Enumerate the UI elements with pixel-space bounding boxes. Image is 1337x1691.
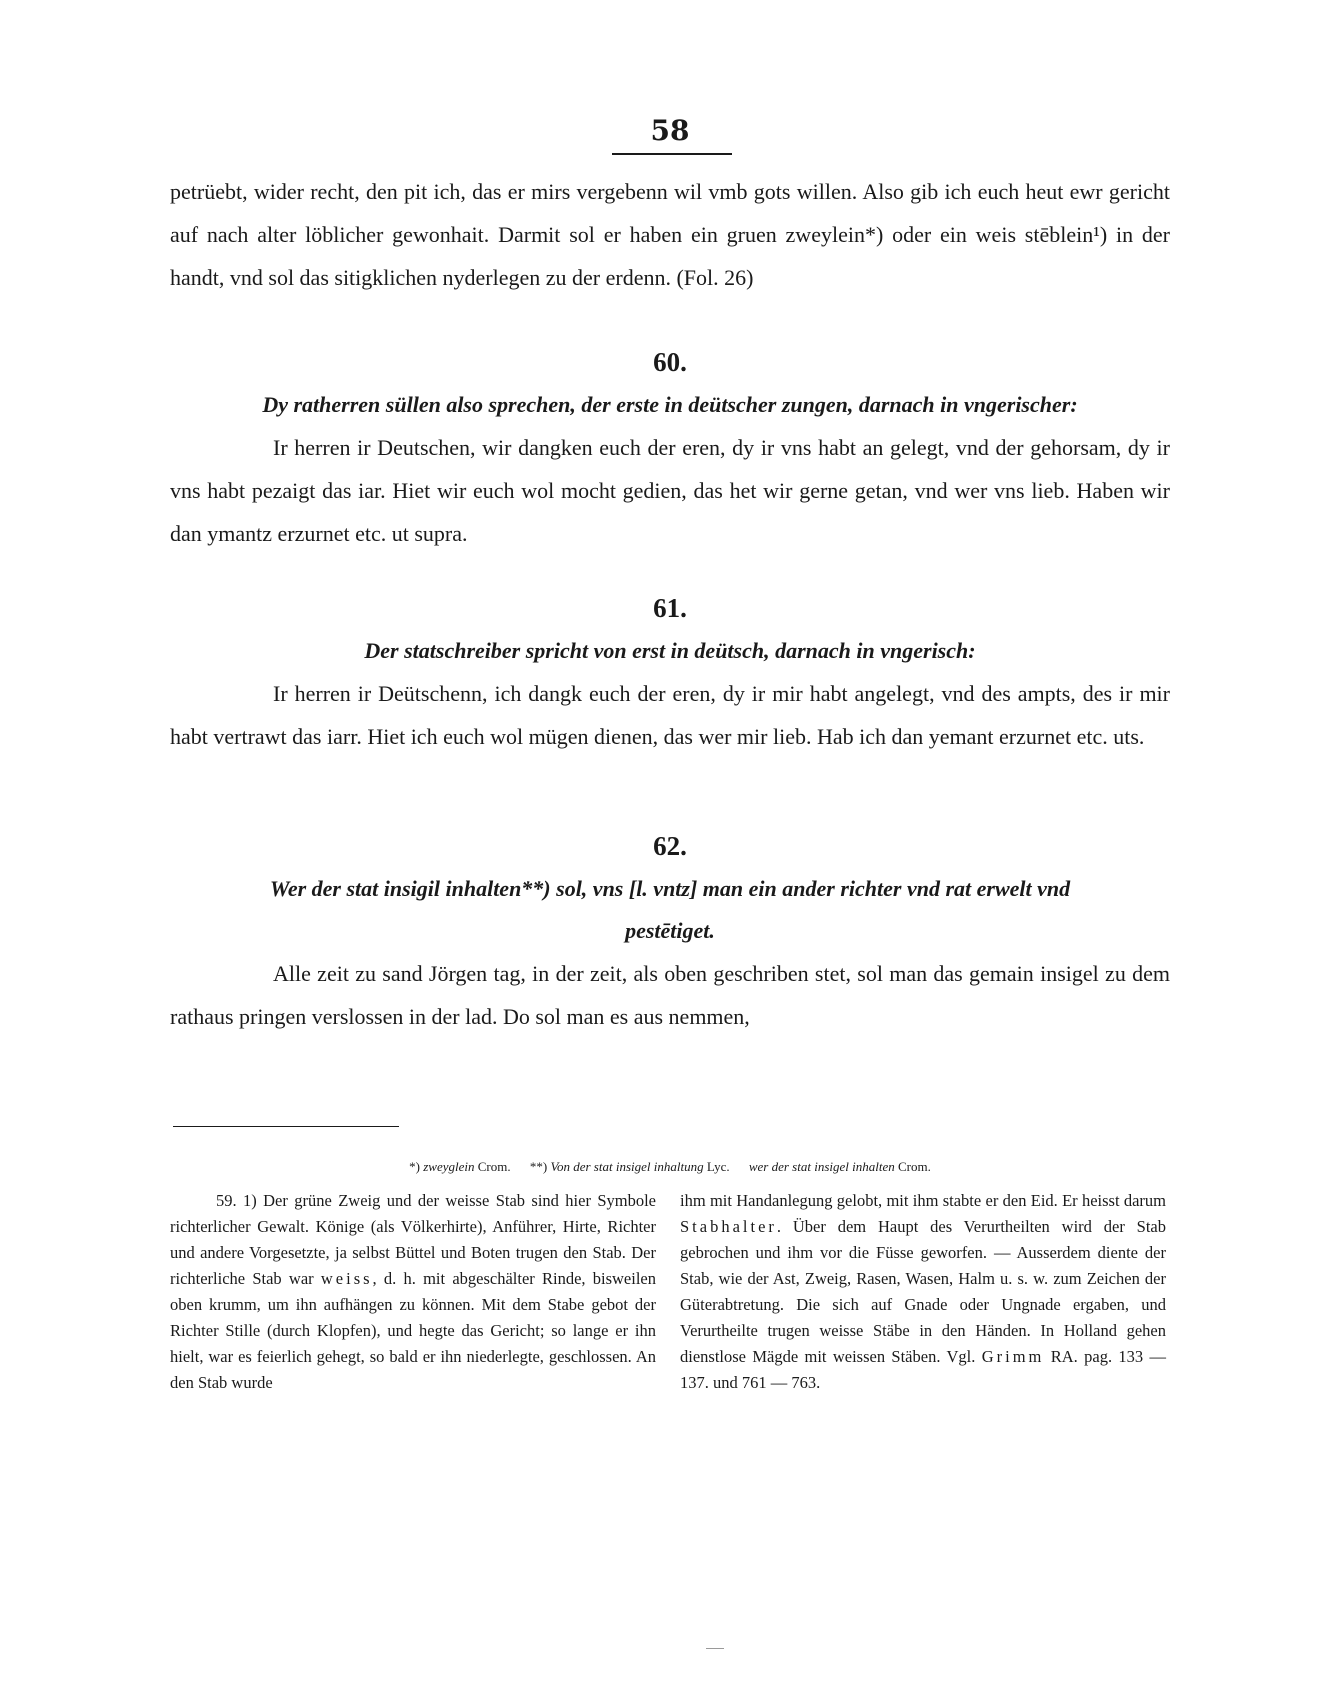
variant-note-2: **) Von der stat insigel inhaltung Lyc. xyxy=(529,1159,730,1174)
variant-note-1: *) zweyglein Crom. xyxy=(409,1159,511,1174)
section-heading: Dy ratherren süllen also sprechen, der erste in deütscher zungen, darnach in vngerischer: xyxy=(262,392,1078,417)
page-number: 58 xyxy=(650,114,690,147)
continuation-block xyxy=(170,170,1170,299)
section-number: 60. xyxy=(653,347,687,377)
section-number: 61. xyxy=(653,593,687,623)
section-60 xyxy=(170,340,1170,555)
section-paragraph: Alle zeit zu sand Jörgen tag, in der zeit, als oben geschriben stet, sol man das gemain insigel zu dem rathaus pringen verslossen in der lad. Do sol man es aus nemmen, xyxy=(170,961,1170,1029)
section-number: 62. xyxy=(653,831,687,861)
footnote-rule xyxy=(173,1126,399,1127)
commentary-right-column: ihm mit Handanlegung gelobt, mit ihm stabte er den Eid. Er heisst darum Stabhalter. Über dem Haupt des Verurtheilten wird der Stab gebrochen und ihm vor die Füsse geworfen. — Ausserdem diente der Stab, wie der Ast, Zweig, Rasen, Wasen, Halm u. s. w. zum Zeichen der Güterabtretung. Die sich auf Gnade oder Ungnade ergaben, und Verurtheilte trugen weisse Stäbe in den Händen. In Holland gehen dienstlose Mägde mit weissen Stäben. Vgl. Grimm RA. pag. 133 — 137. und 761 — 763. xyxy=(680,1191,1167,1392)
variant-notes xyxy=(170,1159,1170,1175)
variant-note-3: wer der stat insigel inhalten Crom. xyxy=(748,1159,931,1174)
section-paragraph: Ir herren ir Deütschenn, ich dangk euch der eren, dy ir mir habt angelegt, vnd des ampts, des ir mir habt vertrawt das iarr. Hiet ich euch wol mügen dienen, das wer mir lieb. Hab ich dan yemant erzurnet etc. uts. xyxy=(170,681,1170,749)
continuation-paragraph: petrüebt, wider recht, den pit ich, das er mirs vergebenn wil vmb gots willen. Also gib ich euch heut ewr gericht auf nach alter löblicher gewonhait. Darmit sol er haben ein gruen zweylein*) oder ein weis stēblein¹) in der handt, vnd sol das sitigklichen nyderlegen zu der erdenn. (Fol. 26) xyxy=(170,179,1170,290)
section-62 xyxy=(170,824,1170,1038)
bottom-mark xyxy=(706,1648,724,1649)
section-61 xyxy=(170,586,1170,758)
section-paragraph: Ir herren ir Deutschen, wir dangken euch der eren, dy ir vns habt an gelegt, vnd der gehorsam, dy ir vns habt pezaigt das iar. Hiet wir euch wol mocht gedien, das het wir gerne getan, vnd wer vns lieb. Haben wir dan ymantz erzurnet etc. ut supra. xyxy=(170,435,1170,546)
commentary-left-column: 59. 1) Der grüne Zweig und der weisse Stab sind hier Symbole richterlicher Gewalt. Könige (als Völkerhirte), Anführer, Hirte, Richter und andere Vorgesetzte, ja selbst Büttel und Boten trugen den Stab. Der richterliche Stab war weiss, d. h. mit abgeschälter Rinde, bisweilen oben krumm, um ihn aufhängen zu können. Mit dem Stabe gebot der Richter Stille (durch Klopfen), und hegte das Gericht; so lange er ihn hielt, war es feierlich gehegt, so bald er ihn niederlegte, geschlossen. An den Stab wurde xyxy=(170,1191,656,1392)
section-heading: Wer der stat insigil inhalten**) sol, vns [l. vntz] man ein ander richter vnd rat erwelt vnd pestētiget. xyxy=(269,876,1071,943)
section-heading: Der statschreiber spricht von erst in deütsch, darnach in vngerisch: xyxy=(364,638,976,663)
page-number-rule xyxy=(612,153,732,155)
